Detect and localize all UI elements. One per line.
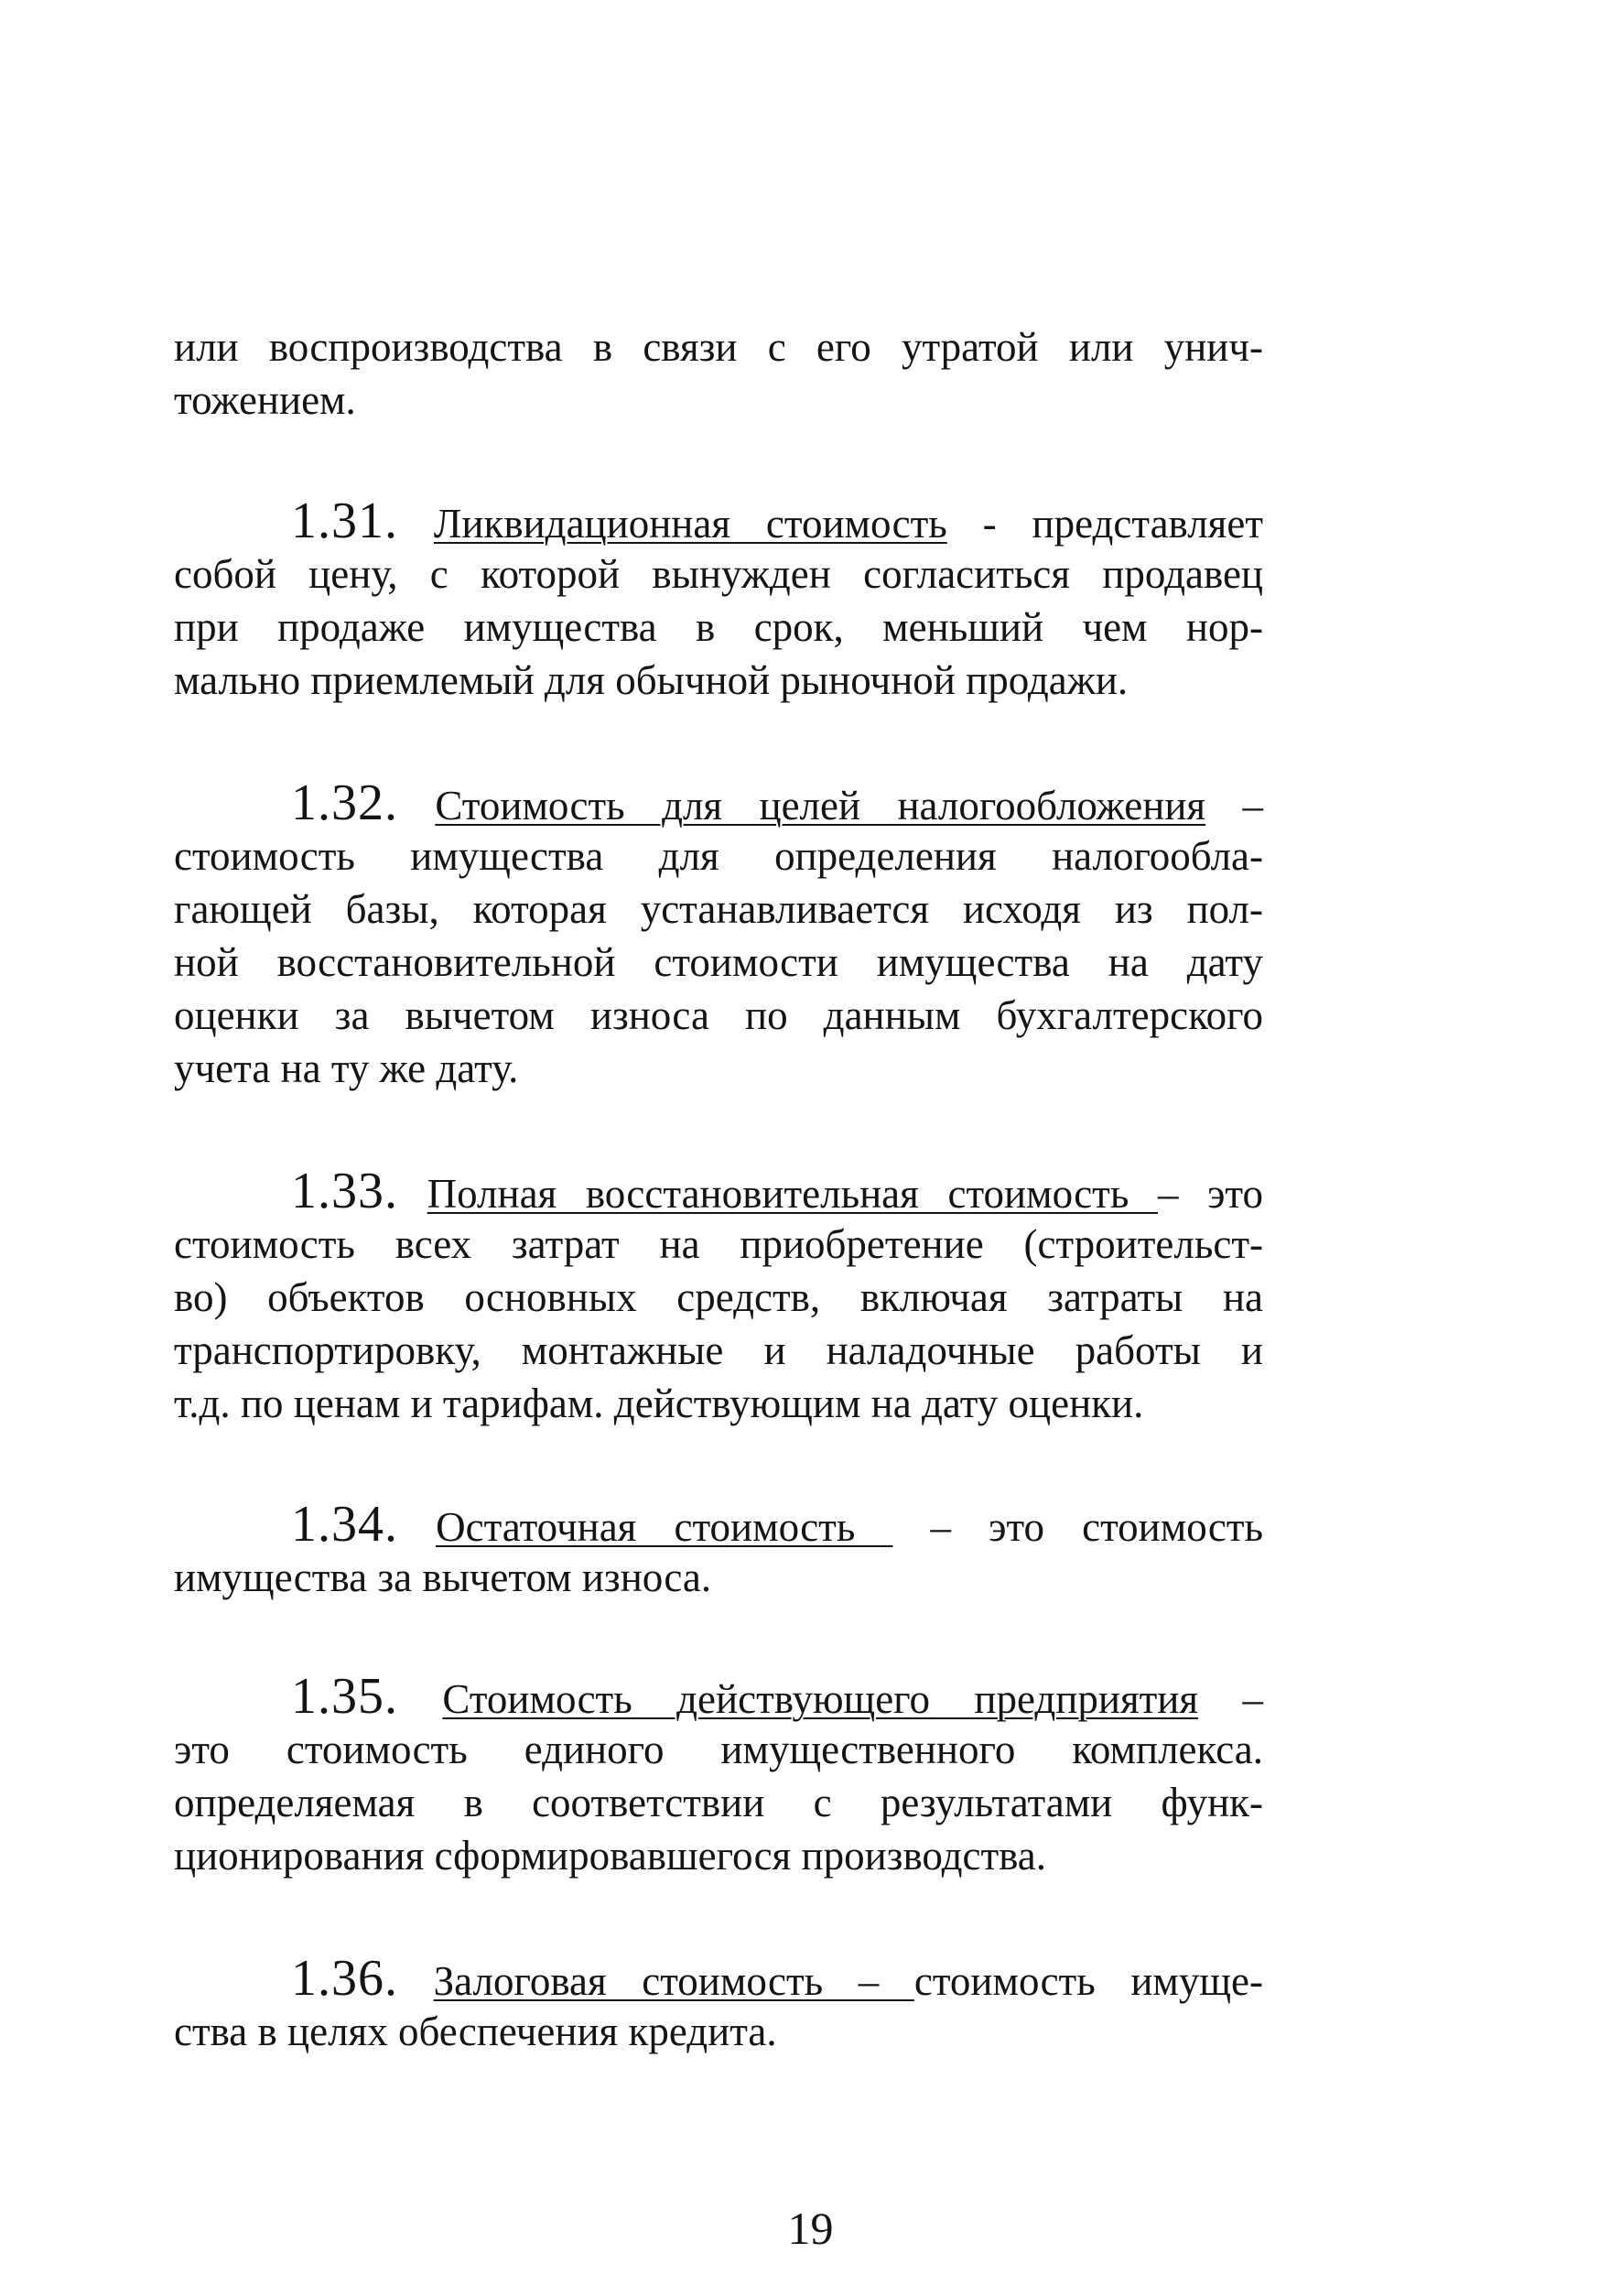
text-line: собой цену, с которой вынужден согласиться продавец <box>174 551 1263 597</box>
term-separator: - <box>946 501 1032 547</box>
term-title: Залоговая стоимость – <box>433 1958 914 2004</box>
text-line: это стоимость единого имущественного комплекса. <box>174 1727 1263 1772</box>
text-line: определяемая в соответствии с результатами функ- <box>174 1780 1263 1825</box>
text-line: мально приемлемый для обычной рыночной продажи. <box>174 657 1129 703</box>
term-title: Стоимость действующего предприятия <box>442 1676 1199 1722</box>
text-line: во) объектов основных средств, включая затраты на <box>174 1274 1263 1320</box>
text-line: гающей базы, которая устанавливается исходя из пол- <box>174 886 1263 932</box>
text-line: тожением. <box>174 377 356 423</box>
continuation-paragraph <box>174 320 1263 427</box>
text-line: или воспроизводства в связи с его утратой или унич- <box>174 324 1263 370</box>
term-title: Остаточная стоимость <box>436 1504 893 1550</box>
section-1-33 <box>174 1164 1263 1430</box>
heading-rest: представляет <box>1032 501 1263 547</box>
text-line: имущества за вычетом износа. <box>174 1554 712 1600</box>
section-1-35 <box>174 1670 1263 1882</box>
section-heading-line <box>174 494 1263 547</box>
text-line: при продаже имущества в срок, меньший чем нор- <box>174 604 1263 650</box>
heading-rest: это <box>1207 1171 1263 1217</box>
section-number: 1.31. <box>291 493 398 549</box>
term-title: Стоимость для целей налогообложения <box>435 783 1206 829</box>
section-1-32 <box>174 776 1263 1095</box>
section-heading-line <box>174 1952 1263 2005</box>
section-number: 1.34. <box>291 1496 398 1553</box>
section-number: 1.33. <box>291 1163 398 1219</box>
section-number: 1.36. <box>291 1950 398 2007</box>
text-line: стоимость всех затрат на приобретение (строительст- <box>174 1221 1263 1267</box>
heading-rest: это стоимость <box>989 1504 1264 1550</box>
term-separator: – <box>892 1504 989 1550</box>
section-number: 1.35. <box>291 1668 398 1725</box>
heading-rest: стоимость имуще- <box>913 1958 1264 2004</box>
text-line: т.д. по ценам и тарифам. действующим на дату оценки. <box>174 1381 1144 1426</box>
term-title: Полная восстановительная стоимость <box>427 1171 1158 1217</box>
term-separator: – <box>1157 1171 1208 1217</box>
section-heading-line <box>174 1498 1263 1551</box>
section-number: 1.32. <box>291 774 398 831</box>
text-line: оценки за вычетом износа по данным бухгалтерского <box>174 992 1263 1038</box>
term-title: Ликвидационная стоимость <box>433 501 947 547</box>
section-1-31 <box>174 494 1263 707</box>
text-line: ционирования сформировавшегося производства. <box>174 1833 1046 1879</box>
section-heading-line <box>174 776 1263 829</box>
text-line: учета на ту же дату. <box>174 1045 519 1091</box>
term-separator: – <box>1205 783 1264 829</box>
page-number: 19 <box>787 2203 834 2254</box>
term-separator: – <box>1198 1676 1263 1722</box>
text-line: транспортировку, монтажные и наладочные работы и <box>174 1327 1263 1373</box>
text-line: стоимость имущества для определения налогообла- <box>174 833 1263 879</box>
section-heading-line <box>174 1164 1263 1218</box>
section-heading-line <box>174 1670 1263 1723</box>
section-1-36 <box>174 1952 1263 2058</box>
text-line: ства в целях обеспечения кредита. <box>174 2009 777 2054</box>
text-line: ной восстановительной стоимости имущества на дату <box>174 939 1263 985</box>
section-1-34 <box>174 1498 1263 1604</box>
